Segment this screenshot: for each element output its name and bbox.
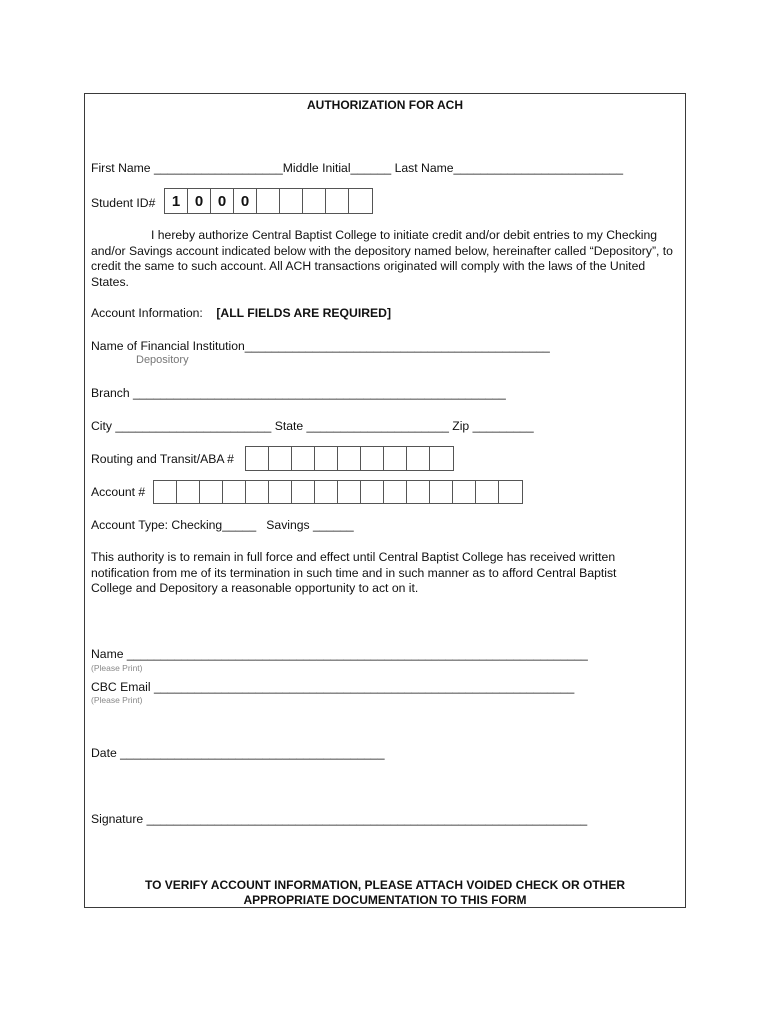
student-id-digit-box[interactable]: 0 bbox=[234, 189, 257, 213]
student-id-boxes[interactable] bbox=[164, 188, 373, 214]
account-digit-box[interactable] bbox=[361, 481, 384, 503]
account-digit-box[interactable] bbox=[246, 481, 269, 503]
form-title: AUTHORIZATION FOR ACH bbox=[307, 98, 463, 112]
institution-label: Name of Financial Institution bbox=[91, 339, 245, 353]
required-note: [ALL FIELDS ARE REQUIRED] bbox=[216, 306, 392, 320]
routing-digit-box[interactable] bbox=[338, 447, 361, 470]
branch-field[interactable]: _______________________________________________________ bbox=[133, 386, 506, 400]
account-digit-box[interactable] bbox=[453, 481, 476, 503]
checking-field[interactable]: _____ bbox=[222, 518, 257, 532]
authorization-paragraph: I hereby authorize Central Baptist College to initiate credit and/or debit entries to my Checking and/or Savings account indicated below with the depository named below, hereinafter called “Depository”, to credit the same to such account. All ACH transactions originated will comply with the laws of the United States. bbox=[91, 228, 673, 289]
name-field[interactable]: ____________________________________________________________________ bbox=[126, 647, 588, 661]
savings-field[interactable]: ______ bbox=[313, 518, 354, 532]
routing-digit-box[interactable] bbox=[292, 447, 315, 470]
student-id-label: Student ID# bbox=[91, 196, 156, 210]
account-digit-box[interactable] bbox=[292, 481, 315, 503]
ach-form bbox=[84, 93, 686, 908]
middle-initial-field[interactable]: ______ bbox=[350, 161, 392, 175]
account-digit-box[interactable] bbox=[338, 481, 361, 503]
student-id-digit-box[interactable]: 1 bbox=[165, 189, 188, 213]
account-info-label: Account Information: bbox=[91, 306, 203, 320]
routing-digit-box[interactable] bbox=[407, 447, 430, 470]
signature-label: Signature bbox=[91, 812, 144, 826]
routing-digit-box[interactable] bbox=[361, 447, 384, 470]
student-id-digit-box[interactable] bbox=[349, 189, 372, 213]
authority-paragraph: This authority is to remain in full force and effect until Central Baptist College has received written notification from me of its termination in such time and in such manner as to afford Central Baptist College and Depository a reasonable opportunity to act on it. bbox=[91, 550, 617, 595]
routing-digit-box[interactable] bbox=[269, 447, 292, 470]
account-digit-box[interactable] bbox=[384, 481, 407, 503]
state-label: State bbox=[274, 419, 304, 433]
date-label: Date bbox=[91, 746, 117, 760]
date-line bbox=[91, 746, 385, 761]
email-hint: (Please Print) bbox=[91, 695, 143, 705]
routing-digit-box[interactable] bbox=[246, 447, 269, 470]
savings-label: Savings bbox=[266, 518, 310, 532]
student-id-digit-box[interactable] bbox=[326, 189, 349, 213]
signature-line bbox=[91, 812, 587, 827]
first-name-field[interactable]: ___________________ bbox=[153, 161, 283, 175]
institution-line bbox=[91, 339, 550, 354]
account-number-boxes[interactable] bbox=[153, 480, 523, 504]
branch-label: Branch bbox=[91, 386, 130, 400]
names-line bbox=[91, 161, 623, 176]
verification-note-line-1: TO VERIFY ACCOUNT INFORMATION, PLEASE ATTACH VOIDED CHECK OR OTHER bbox=[144, 878, 625, 892]
student-id-digit-box[interactable]: 0 bbox=[211, 189, 234, 213]
city-state-zip-line bbox=[91, 419, 534, 434]
student-id-digit-box[interactable] bbox=[280, 189, 303, 213]
last-name-label: Last Name bbox=[394, 161, 454, 175]
account-type-line bbox=[91, 518, 354, 533]
checking-label: Checking bbox=[171, 518, 223, 532]
verification-note-line-2: APPROPRIATE DOCUMENTATION TO THIS FORM bbox=[243, 892, 527, 907]
verification-note bbox=[85, 878, 685, 907]
account-digit-box[interactable] bbox=[476, 481, 499, 503]
account-digit-box[interactable] bbox=[154, 481, 177, 503]
account-digit-box[interactable] bbox=[315, 481, 338, 503]
email-label: CBC Email bbox=[91, 680, 151, 694]
student-id-digit-box[interactable]: 0 bbox=[188, 189, 211, 213]
account-digit-box[interactable] bbox=[223, 481, 246, 503]
account-number-label: Account # bbox=[91, 485, 146, 499]
routing-digit-box[interactable] bbox=[384, 447, 407, 470]
student-id-digit-box[interactable] bbox=[257, 189, 280, 213]
depository-sublabel: Depository bbox=[136, 354, 189, 366]
name-hint: (Please Print) bbox=[91, 663, 143, 673]
branch-line bbox=[91, 386, 506, 401]
account-digit-box[interactable] bbox=[200, 481, 223, 503]
email-line bbox=[91, 680, 574, 695]
account-digit-box[interactable] bbox=[430, 481, 453, 503]
account-info-line bbox=[91, 306, 391, 321]
routing-digit-box[interactable] bbox=[430, 447, 453, 470]
date-field[interactable]: _______________________________________ bbox=[120, 746, 385, 760]
account-digit-box[interactable] bbox=[407, 481, 430, 503]
account-type-label: Account Type: bbox=[91, 518, 169, 532]
last-name-field[interactable]: _________________________ bbox=[453, 161, 623, 175]
routing-digit-box[interactable] bbox=[315, 447, 338, 470]
state-field[interactable]: _____________________ bbox=[306, 419, 449, 433]
zip-field[interactable]: _________ bbox=[472, 419, 534, 433]
account-digit-box[interactable] bbox=[499, 481, 522, 503]
name-label: Name bbox=[91, 647, 124, 661]
institution-field[interactable]: _____________________________________________ bbox=[244, 339, 550, 353]
student-id-digit-box[interactable] bbox=[303, 189, 326, 213]
zip-label: Zip bbox=[452, 419, 470, 433]
city-label: City bbox=[91, 419, 112, 433]
middle-initial-label: Middle Initial bbox=[282, 161, 351, 175]
routing-number-boxes[interactable] bbox=[245, 446, 454, 471]
name-line bbox=[91, 647, 588, 662]
signature-field[interactable]: _________________________________________________________________ bbox=[146, 812, 588, 826]
city-field[interactable]: _______________________ bbox=[115, 419, 272, 433]
first-name-label: First Name bbox=[91, 161, 151, 175]
account-digit-box[interactable] bbox=[269, 481, 292, 503]
account-digit-box[interactable] bbox=[177, 481, 200, 503]
email-field[interactable]: ______________________________________________________________ bbox=[153, 680, 575, 694]
routing-label: Routing and Transit/ABA # bbox=[91, 452, 234, 466]
